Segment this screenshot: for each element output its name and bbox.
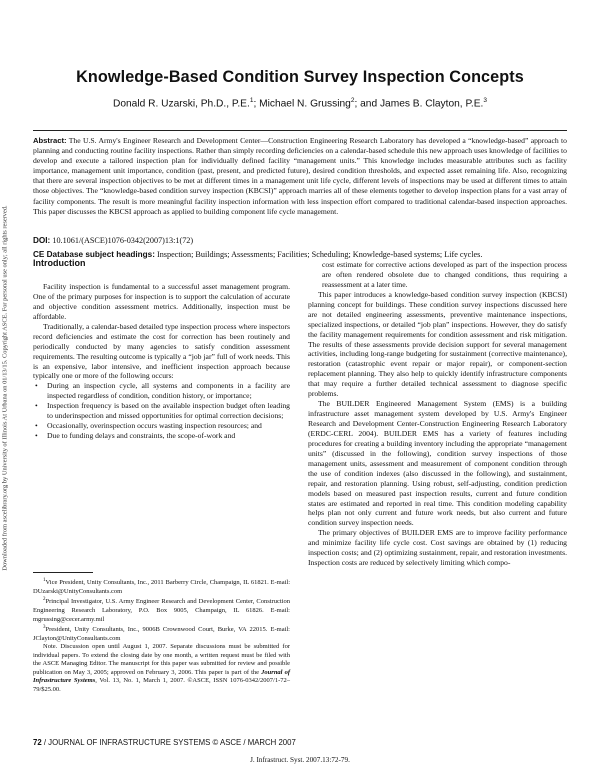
author-1-sup: 1 <box>249 97 254 104</box>
abstract-label: Abstract: <box>33 136 67 145</box>
author-2-sup: 2 <box>350 97 355 104</box>
list-item: • During an inspection cycle, all systems and components in a facility are inspected regardless of condition, condition history, or importance; <box>33 381 290 401</box>
footnote-2 <box>33 596 290 624</box>
author-2: ; Michael N. Grussing <box>253 98 351 110</box>
download-sidebar <box>0 0 12 776</box>
left-column <box>33 282 290 441</box>
footnote-3-sup: 3 <box>43 625 46 631</box>
paper-title: Knowledge-Based Condition Survey Inspection Concepts <box>76 68 524 86</box>
right-paragraph-2: The BUILDER Engineered Management System (EMS) is a building infrastructure asset management system developed by U.S. Army's Engineer Research and Development Center-Construction Engineering Research Laboratory (ERDC-CERL 2004). BUILDER EMS has a variety of features including procedures for creating a building inventory including the appropriate “management units” (discussed in the following), condition survey inspections of those management units, assessment and measurement of component condition through the use of condition indexes (also discussed in the following), and sustainment, repair, and restoration planning. Using robust, self-adjusting, condition prediction models based on measured past inspection results, current and future condition states are estimated and reported in real time. This condition modeling capability helps plan not only current and future work needs, but also current and future condition survey inspection needs. <box>308 399 567 528</box>
footnote-2-sup: 2 <box>43 597 46 603</box>
author-3: ; and James B. Clayton, P.E. <box>354 98 484 110</box>
doi <box>33 236 193 245</box>
footnote-2-text: Principal Investigator, U.S. Army Engineer Research and Development Center, Construction Engineering Research Laboratory, P.O. Box 9005, Champaign, IL 61826. E-mail: mgrussing@cecer.army.mil <box>33 598 290 623</box>
footnote-1-sup: 1 <box>43 578 46 583</box>
citation: J. Infrastruct. Syst. 2007.13:72-79. <box>250 756 350 764</box>
right-paragraph-3: The primary objectives of BUILDER EMS are to improve facility performance and minimize facility life cycle cost. Cost savings are obtained by (1) reducing inspection costs; and (2) optimizing sustainment, repair, and restoration investments. Inspection costs are reduced by selectively limiting which compo- <box>308 528 567 568</box>
subject-headings-label: CE Database subject headings: <box>33 250 155 259</box>
footnote-rule <box>33 572 93 573</box>
footnote-1-text: Vice President, Unity Consultants, Inc., 2011 Barberry Circle, Champaign, IL 61821. E-mail: DUzarski@UnityConsultants.com <box>33 579 290 595</box>
author-3-sup: 3 <box>483 97 488 104</box>
right-paragraph-0: cost estimate for corrective actions developed as part of the inspection process are often rendered obsolete due to changed conditions, thus requiring a reassessment at a later time. <box>322 260 567 289</box>
rule-top <box>33 130 567 131</box>
footnote-3-text: President, Unity Consultants, Inc., 9006B Crownwood Court, Burke, VA 22015. E-mail: JClayton@UnityConsultants.com <box>33 626 290 642</box>
download-notice: Downloaded from ascelibrary.org by University of Illinois At Urbana on 01/13/15. Copyright ASCE. For personal use only; all rights reserved. <box>1 205 9 571</box>
footnote-1 <box>33 577 290 596</box>
subject-headings-value: Inspection; Buildings; Assessments; Facilities; Scheduling; Knowledge-based systems; Life cycles. <box>156 250 483 259</box>
note-journal: Journal of Infrastructure Systems <box>33 668 290 685</box>
list-item: • Due to funding delays and constraints, the scope-of-work and <box>33 431 290 441</box>
footnotes <box>33 577 290 695</box>
right-paragraph-1: This paper introduces a knowledge-based condition survey inspection (KBCSI) planning concept for buildings. These condition survey inspections discussed here are not detailed engineering assessments, preventive maintenance inspections, specialized inspections, or detailed “job plan” inspections. However, they do satisfy the facility management requirements for condition assessment and risk mitigation. The results of these assessments provide decision support for several management activities, including long-range budgeting for sustainment (corrective maintenance), restoration (catastrophic event repair or major repair), or component-section replacement planning. They also help to quickly identify infrastructure components that may require a further detailed technical assessment to diagnose specific problems. <box>308 289 567 399</box>
page-number: 72 <box>33 738 42 747</box>
abstract-text: The U.S. Army's Engineer Research and Development Center—Construction Engineering Research Laboratory has developed a “knowledge-based” approach to planning and conducting routine facility inspections. Rather than simply recording deficiencies on a calendar-based schedule this new approach uses knowledge of facilities to develop and execute a tailored inspection plan for individually defined facility “management units.” This knowledge includes measurable attributes such as facility importance, management unit importance, condition (past, present, and predicted future), desired condition thresholds, and expected asset remaining life. Also, recognizing that there are several inspection objectives to be met at different times in a management unit life cycle, different levels of inspections may be used at different times to attain those objectives. The “knowledge-based condition survey inspection (KBCSI)” approach marries all of these elements together to develop inspection plans for a vast array of facility components. The result is more meaningful facility inspection information with less inspection effort compared to traditional calendar-based inspection approaches. This paper discusses the KBCSI approach as applied to building component life cycle management. <box>33 136 567 216</box>
intro-bullet-list <box>33 381 290 441</box>
doi-value: 10.1061/(ASCE)1076-0342(2007)13:1(72) <box>52 236 194 245</box>
note-text-b: , Vol. 13, No. 1, March 1, 2007. ©ASCE, ISSN 1076-0342/2007/1-72–79/$25.00. <box>33 677 290 694</box>
abstract <box>33 136 567 217</box>
author-list <box>0 97 600 109</box>
doi-label: DOI: <box>33 236 51 245</box>
author-1: Donald R. Uzarski, Ph.D., P.E. <box>112 98 250 110</box>
note-text-a: Note. Discussion open until August 1, 2007. Separate discussions must be submitted for individual papers. To extend the closing date by one month, a written request must be filed with the ASCE Managing Editor. The manuscript for this paper was submitted for review and possible publication on May 3, 2005; approved on February 3, 2006. This paper is part of the <box>33 643 290 676</box>
intro-paragraph-2: Traditionally, a calendar-based detailed type inspection process where inspectors record deficiencies and estimate the cost for correction has been routinely and periodically conducted by many agencies to satisfy condition assessment requirements. The resulting outcome is typically a “job jar” full of work needs. This is an expensive, labor intensive, and inefficient inspection approach because typically one or more of the following occurs: <box>33 321 290 381</box>
footnote-note <box>33 643 290 694</box>
journal-footer: / JOURNAL OF INFRASTRUCTURE SYSTEMS © ASCE / MARCH 2007 <box>41 738 296 747</box>
intro-heading: Introduction <box>33 258 86 268</box>
intro-paragraph-1: Facility inspection is fundamental to a successful asset management program. One of the primary purposes for inspection is to support the calculation of accurate and objective condition assessment metrics. Additionally, inspection must be affordable. <box>33 282 290 321</box>
list-item: • Occasionally, overinspection occurs wasting inspection resources; and <box>33 421 290 431</box>
right-column <box>308 260 567 568</box>
page-footer <box>33 738 296 747</box>
subject-headings <box>33 250 573 259</box>
footnote-3 <box>33 624 290 643</box>
list-item: • Inspection frequency is based on the available inspection budget often leading to underinspection and missed opportunities for optimal correction decisions; <box>33 401 290 421</box>
